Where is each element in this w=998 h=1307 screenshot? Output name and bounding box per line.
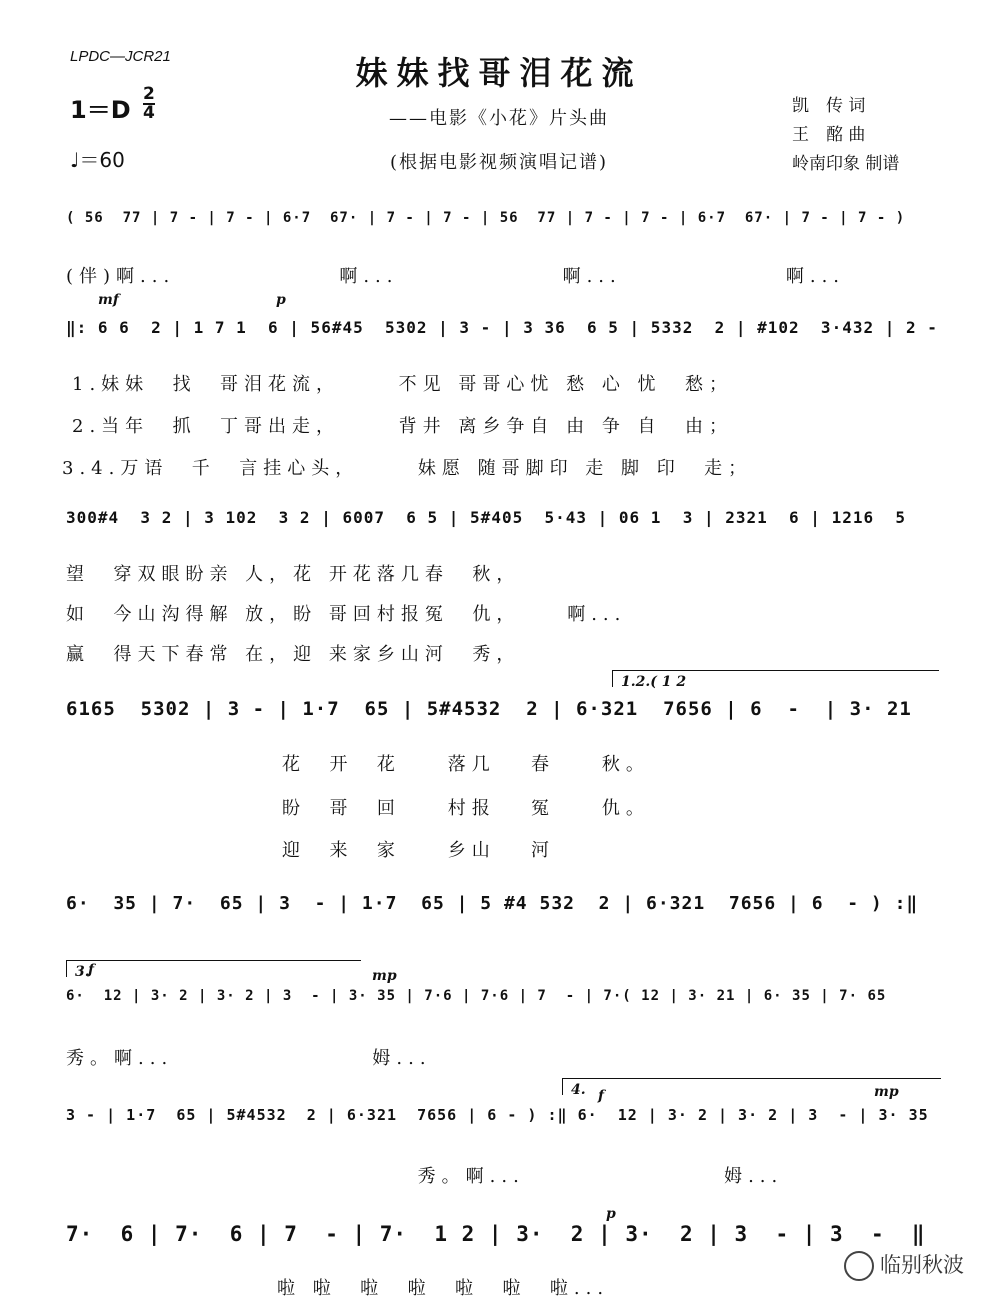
notation-line: 300#4 3 2 | 3 102 3 2 | 6007 6 5 | 5#405 5·43 | 06 1 3 | 2321 6 | 1216 5	[66, 508, 906, 527]
volta-bracket	[66, 960, 361, 980]
lyric-line: 啦 啦 啦 啦 啦 啦 啦...	[66, 1278, 610, 1299]
staff-system	[66, 1222, 942, 1260]
meter-top: 2	[143, 84, 155, 104]
staff-system	[66, 318, 942, 356]
tempo-mark: ♩＝60	[70, 148, 125, 172]
lyric-line: 3.4.万语 千 言挂心头， 妹愿 随哥脚印 走 脚 印 走；	[62, 458, 753, 479]
dynamic-mark: mp	[874, 1084, 899, 1100]
notation-line: 3 - | 1·7 65 | 5#4532 2 | 6·321 7656 | 6 - ) :‖ 6· 12 | 3· 2 | 3· 2 | 3 - | 3· 35	[66, 1106, 929, 1124]
lyric-line: 秀。啊... 姆...	[66, 1166, 784, 1187]
arranger: 岭南印象 制谱	[792, 154, 900, 174]
staff-system	[66, 1106, 942, 1144]
volta-label: 3.	[75, 964, 90, 980]
composer: 王 酩 曲	[792, 125, 866, 145]
dynamic-mark: p	[276, 292, 286, 308]
time-signature	[143, 86, 155, 122]
volta-label: 1.2.( 1 2	[621, 674, 687, 690]
dynamic-mark: f	[88, 962, 95, 978]
staff-system	[66, 988, 942, 1026]
lyric-line: (伴)啊... 啊... 啊... 啊...	[66, 266, 846, 287]
notation-line: ‖: 6 6 2 | 1 7 1 6 | 56#45 5302 | 3 - | 3 36 6 5 | 5332 2 | #102 3·432 | 2 -	[66, 318, 938, 337]
notation-line: 6165 5302 | 3 - | 1·7 65 | 5#4532 2 | 6·321 7656 | 6 - | 3· 21	[66, 698, 912, 720]
notation-line: 6· 12 | 3· 2 | 3· 2 | 3 - | 3· 35 | 7·6 | 7·6 | 7 - | 7·( 12 | 3· 21 | 6· 35 | 7· 65	[66, 988, 887, 1004]
lyric-line: 盼 哥 回 村报 冤 仇。	[282, 798, 650, 819]
volta-label: 4.	[571, 1082, 586, 1098]
lyric-line: 如 今山沟得解 放，盼 哥回村报冤 仇， 啊...	[66, 604, 627, 625]
wechat-icon	[844, 1251, 874, 1281]
staff-system	[66, 508, 942, 546]
staff-system	[66, 210, 942, 248]
dynamic-mark: mf	[98, 292, 119, 308]
key-signature: 1＝D	[70, 96, 131, 124]
song-subtitle: ——电影《小花》片头曲	[389, 108, 609, 129]
song-title: 妹妹找哥泪花流	[355, 54, 643, 92]
lyric-line: 望 穿双眼盼亲 人，花 开花落几春 秋，	[66, 564, 521, 585]
notation-line: 7· 6 | 7· 6 | 7 - | 7· 1 2 | 3· 2 | 3· 2 | 3 - | 3 - ‖	[66, 1222, 926, 1246]
volta-bracket	[612, 670, 939, 690]
credits	[792, 92, 899, 179]
dynamic-mark: p	[606, 1206, 616, 1222]
dynamic-mark: f	[598, 1088, 605, 1104]
transcription-note: (根据电影视频演唱记谱)	[389, 152, 609, 173]
lyric-line: 迎 来 家 乡山 河	[282, 840, 555, 861]
meter-bottom: 4	[143, 103, 155, 123]
score-code: LPDC—JCR21	[70, 48, 171, 65]
staff-system	[66, 698, 942, 736]
lyric-line: 2.当年 抓 丁哥出走， 背井 离乡争自 由 争 自 由；	[72, 416, 733, 437]
lyric-line: 花 开 花 落几 春 秋。	[282, 754, 650, 775]
watermark-text: 临别秋波	[880, 1253, 964, 1277]
staff-system	[66, 893, 942, 931]
watermark	[844, 1249, 964, 1281]
dynamic-mark: mp	[372, 968, 397, 984]
notation-line: ( 56 77 | 7 - | 7 - | 6·7 67· | 7 - | 7 - | 56 77 | 7 - | 7 - | 6·7 67· | 7 - | 7 - )	[66, 210, 906, 226]
lyric-line: 赢 得天下春常 在，迎 来家乡山河 秀，	[66, 644, 521, 665]
notation-line: 6· 35 | 7· 65 | 3 - | 1·7 65 | 5 #4 532 2 | 6·321 7656 | 6 - ) :‖	[66, 893, 919, 914]
lyric-line: 秀。啊... 姆...	[66, 1048, 432, 1069]
lyricist: 凯 传 词	[792, 96, 866, 116]
lyric-line: 1.妹妹 找 哥泪花流， 不见 哥哥心忧 愁 心 忧 愁；	[72, 374, 733, 395]
